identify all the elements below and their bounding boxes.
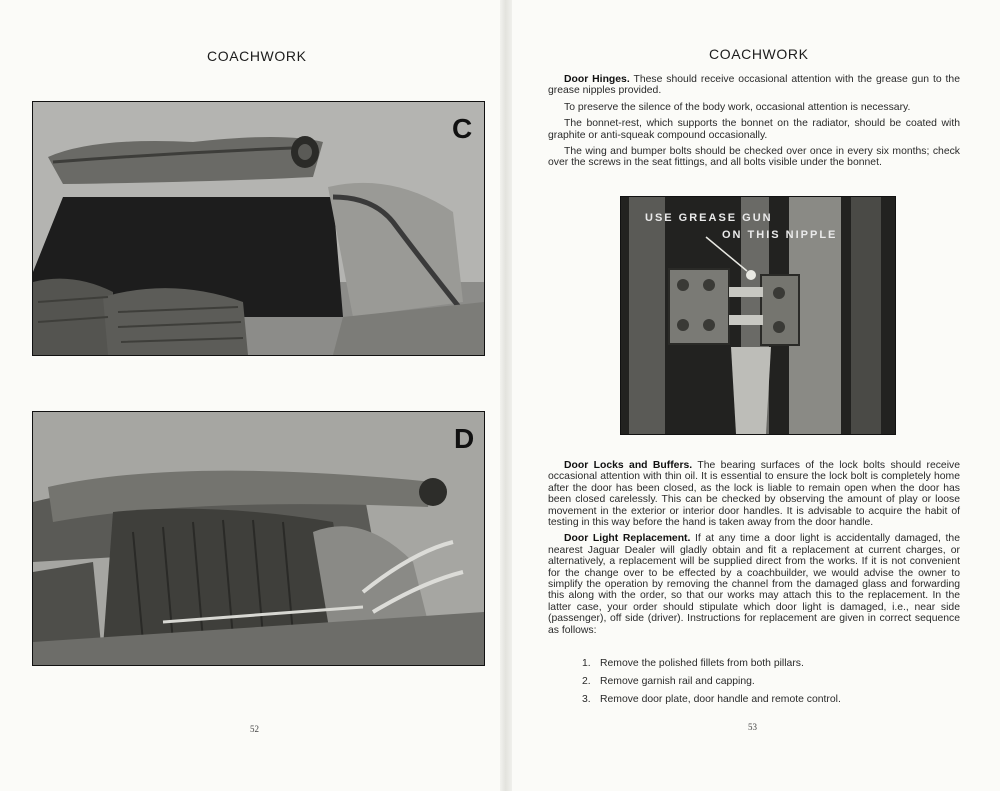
paragraph-title: Door Hinges. <box>564 74 630 85</box>
photo-hood-folded-d <box>32 411 485 666</box>
paragraph-text: To preserve the silence of the body work, occasional attention is necessary. <box>564 101 911 113</box>
paragraph-door-hinges <box>548 74 960 97</box>
paragraph-bonnet-rest <box>548 118 960 141</box>
top-text-block <box>548 74 960 174</box>
bottom-text-block <box>548 460 960 641</box>
photo-hood-folded-c <box>32 101 485 356</box>
page-number-left: 52 <box>250 724 259 734</box>
list-item <box>582 676 962 687</box>
photo-label-c: C <box>452 113 473 144</box>
hood-folded-illustration <box>33 102 484 355</box>
paragraph-text: The wing and bumper bolts should be checked over once in every six months; check over the screws in the seat fittings, and all bolts visible under the bonnet. <box>548 146 960 169</box>
list-item <box>582 658 962 669</box>
left-page-heading: COACHWORK <box>207 48 307 64</box>
paragraph-door-locks <box>548 460 960 528</box>
photo-label-d: D <box>454 423 475 454</box>
step-number: 2. <box>582 676 591 687</box>
paragraph-text: The bearing surfaces of the lock bolts should receive occasional attention with thin oil. It is essential to ensure the lock bolt is completely home after the door has been closed, as the lock is liable to remain open when the door has been closed carelessly. This can be checked by observing the amount of play or loose movement in the exterior or interior door handles. It is advisable to acquire the habit of testing in this way before the hand is taken away from the door handle. <box>548 460 960 529</box>
paragraph-text: These should receive occasional attention with the grease gun to the grease nipples provided. <box>548 74 960 97</box>
paragraph-text: If at any time a door light is accidentally damaged, the nearest Jaguar Dealer will gladly obtain and fit a replacement at current charges, or alternatively, a replacement will be supplied direct from the works. If it is not convenient for the change over to be effected by a coachbuilder, we would advise the owner to simplify the operation by removing the channel from the damaged glass and forwarding this along with the order, so that our works may attach this to the replacement. In the latter case, your order should stipulate which door light is damaged, i.e., near side (passenger), off side (driver). Instructions for replacement are given in correct sequence as follows: <box>548 533 960 636</box>
paragraph-wing-bumper-bolts <box>548 146 960 169</box>
step-text: Remove the polished fillets from both pillars. <box>600 658 804 669</box>
paragraph-body-silence <box>548 102 960 113</box>
photo-annotation-line2: ON THIS NIPPLE <box>722 229 838 241</box>
step-number: 3. <box>582 694 591 705</box>
hood-rear-illustration <box>33 412 484 665</box>
paragraph-title: Door Light Replacement. <box>564 533 691 545</box>
step-text: Remove door plate, door handle and remote control. <box>600 694 841 705</box>
replacement-steps-list <box>582 658 962 712</box>
right-page-heading: COACHWORK <box>709 46 809 62</box>
paragraph-door-light <box>548 533 960 636</box>
book-gutter <box>500 0 512 791</box>
step-number: 1. <box>582 658 591 669</box>
step-text: Remove garnish rail and capping. <box>600 676 755 687</box>
page-number-right: 53 <box>748 722 757 732</box>
paragraph-text: The bonnet-rest, which supports the bonnet on the radiator, should be coated with graphite or anti-squeak compound occasionally. <box>548 118 960 141</box>
photo-annotation-line1: USE GREASE GUN <box>645 212 773 224</box>
list-item <box>582 694 962 705</box>
paragraph-title: Door Locks and Buffers. <box>564 460 693 471</box>
